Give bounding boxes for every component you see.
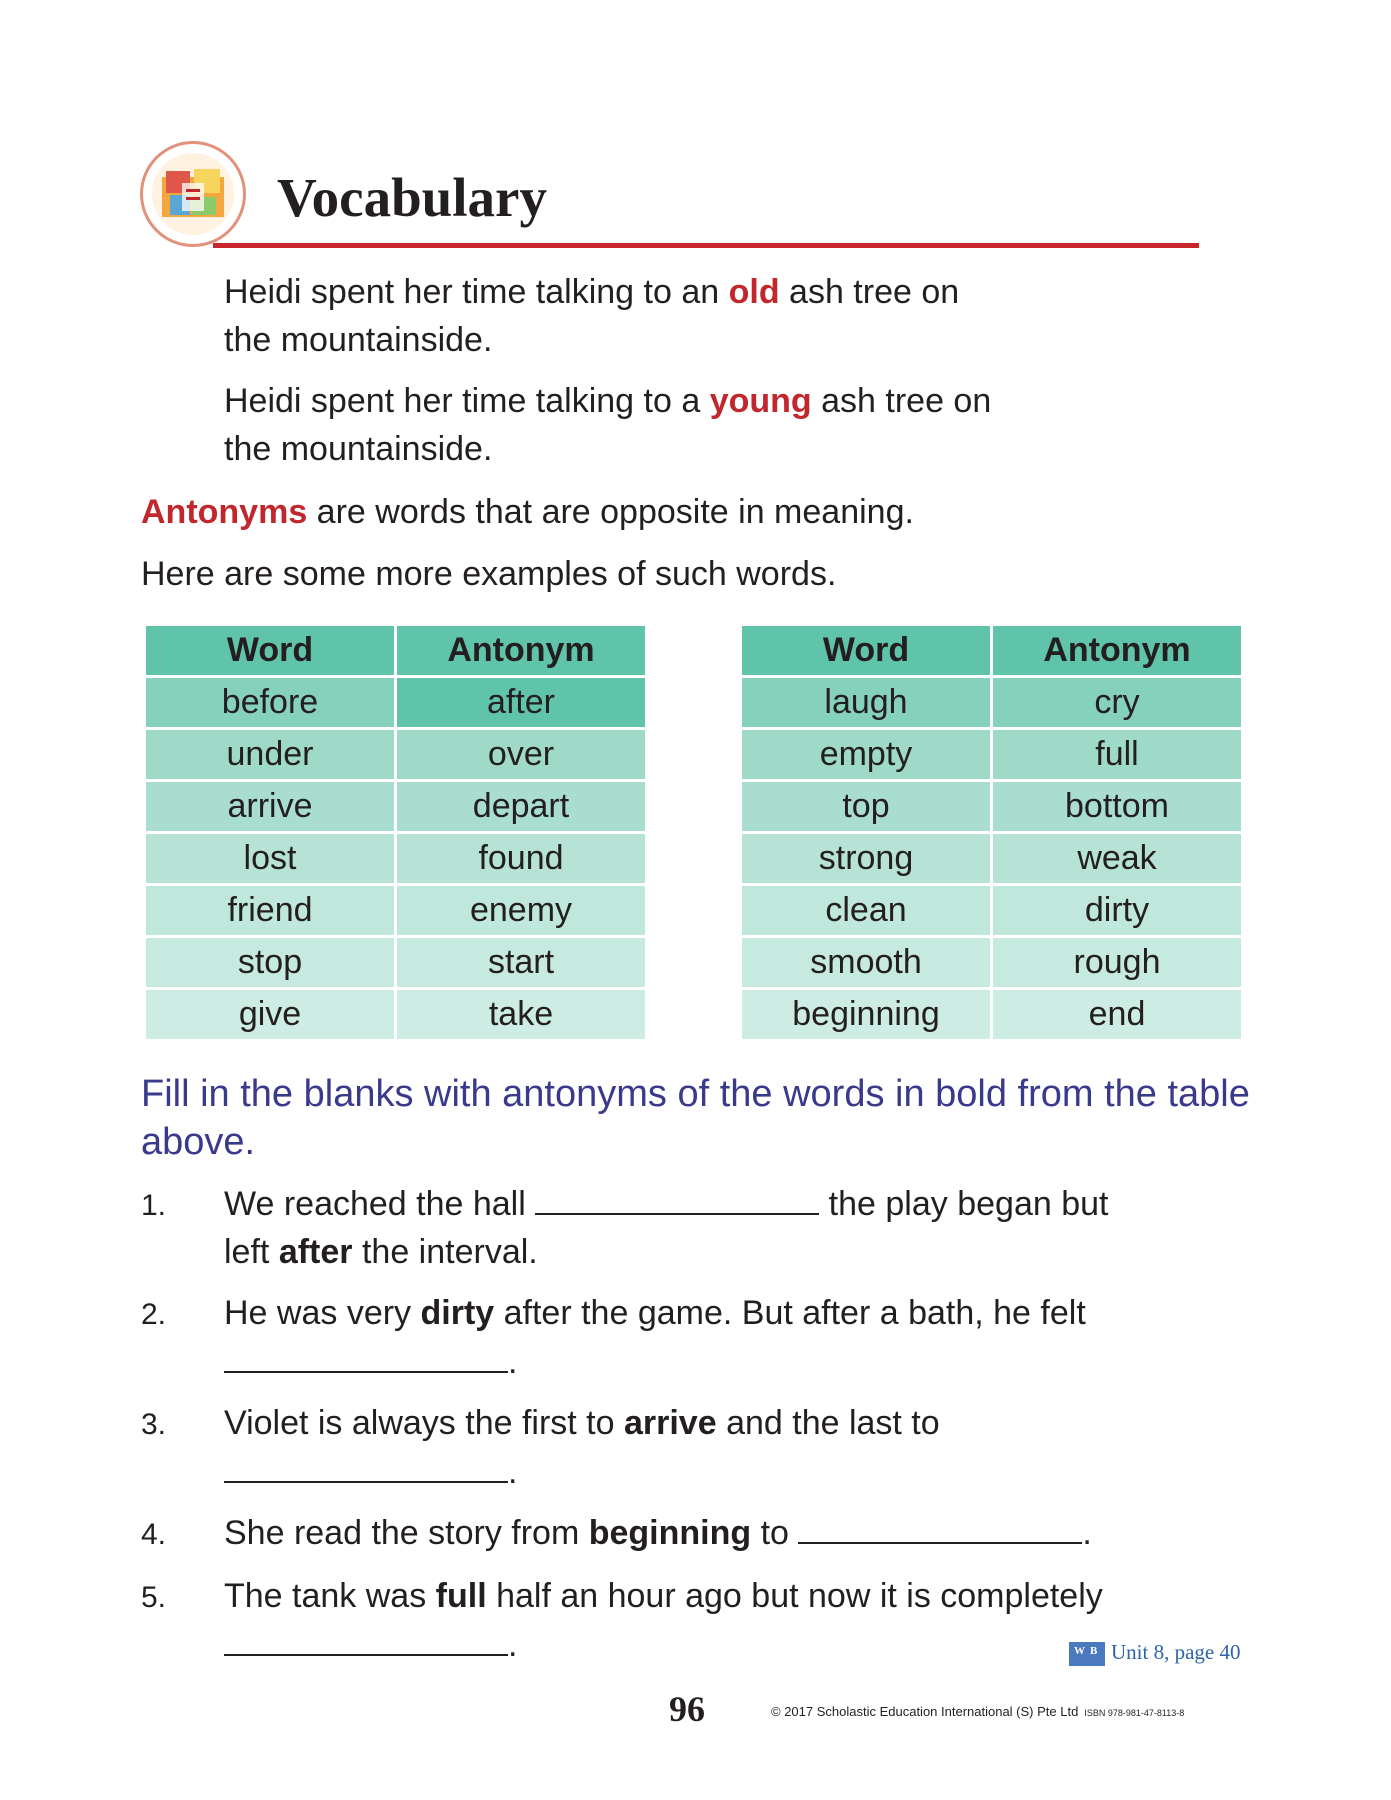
- answer-blank-3[interactable]: [224, 1451, 508, 1483]
- highlight-word-young: young: [709, 382, 812, 420]
- example-sentence-old: [224, 268, 959, 316]
- antonym-definition: [141, 488, 914, 536]
- table-row: [742, 938, 1241, 987]
- header-word: Word: [146, 626, 394, 675]
- question-text: .: [508, 1626, 518, 1664]
- page-number: 96: [669, 1689, 705, 1729]
- antonym-cell: over: [397, 730, 645, 779]
- word-cell: beginning: [742, 990, 990, 1039]
- word-cell: empty: [742, 730, 990, 779]
- antonym-cell: cry: [993, 678, 1241, 727]
- question-3-answer-line: [224, 1448, 517, 1496]
- question-number: 3.: [141, 1408, 167, 1441]
- bold-word: full: [435, 1577, 487, 1615]
- example-sentence-old-cont: the mountainside.: [224, 321, 493, 359]
- antonym-table-right: [739, 623, 1244, 1042]
- antonym-cell: rough: [993, 938, 1241, 987]
- answer-blank-1[interactable]: [535, 1183, 819, 1215]
- word-cell: stop: [146, 938, 394, 987]
- table-row: [742, 990, 1241, 1039]
- question-text: .: [508, 1453, 518, 1491]
- page-title: Vocabulary: [277, 167, 547, 228]
- workbook-icon: [1069, 1642, 1105, 1666]
- table-row: [742, 886, 1241, 935]
- question-1: [224, 1180, 1108, 1228]
- antonym-cell: after: [397, 678, 645, 727]
- vocabulary-badge: [140, 141, 246, 247]
- table-row: [146, 834, 645, 883]
- example-text: Heidi spent her time talking to an: [224, 273, 729, 311]
- question-3: [224, 1399, 940, 1447]
- question-text: half an hour ago but now it is completely: [486, 1577, 1103, 1615]
- table-row: [146, 678, 645, 727]
- question-text: the interval.: [352, 1233, 538, 1271]
- isbn-text: ISBN 978-981-47-8113-8: [1084, 1708, 1185, 1718]
- table-row: [146, 938, 645, 987]
- example-text: Heidi spent her time talking to a: [224, 382, 710, 420]
- bold-word: dirty: [420, 1294, 495, 1332]
- answer-blank-4[interactable]: [798, 1512, 1082, 1544]
- antonym-cell: full: [993, 730, 1241, 779]
- more-examples-text: Here are some more examples of such words.: [141, 555, 837, 593]
- word-cell: lost: [146, 834, 394, 883]
- antonym-cell: dirty: [993, 886, 1241, 935]
- question-text: .: [508, 1343, 518, 1381]
- table-row: [146, 990, 645, 1039]
- table-row: [742, 730, 1241, 779]
- header-word: Word: [742, 626, 990, 675]
- word-cell: friend: [146, 886, 394, 935]
- answer-blank-5[interactable]: [224, 1624, 508, 1656]
- question-text: the play began but: [819, 1185, 1109, 1223]
- example-text: ash tree on: [779, 273, 960, 311]
- question-2: [224, 1289, 1086, 1337]
- question-4: [224, 1509, 1092, 1557]
- header-antonym: Antonym: [993, 626, 1241, 675]
- question-5-answer-line: [224, 1621, 517, 1669]
- bold-word: arrive: [623, 1404, 717, 1442]
- question-5: [224, 1572, 1103, 1620]
- question-2-answer-line: [224, 1338, 517, 1386]
- table-row: [742, 782, 1241, 831]
- question-number: 1.: [141, 1189, 167, 1222]
- question-text: She read the story from: [224, 1514, 589, 1552]
- header-antonym: Antonym: [397, 626, 645, 675]
- bold-word: after: [278, 1233, 353, 1271]
- antonym-cell: enemy: [397, 886, 645, 935]
- question-number: 4.: [141, 1518, 167, 1551]
- question-text: Violet is always the first to: [224, 1404, 624, 1442]
- term-antonyms: Antonyms: [141, 493, 308, 531]
- bold-word: beginning: [588, 1514, 752, 1552]
- question-number: 5.: [141, 1581, 167, 1614]
- word-cell: under: [146, 730, 394, 779]
- word-cell: top: [742, 782, 990, 831]
- workbook-icon-letter: W: [1074, 1645, 1085, 1658]
- question-1-cont: [224, 1228, 538, 1276]
- antonym-cell: depart: [397, 782, 645, 831]
- table-row: [742, 834, 1241, 883]
- exercise-instruction: Fill in the blanks with antonyms of the words in bold from the table above.: [141, 1073, 1250, 1163]
- title-underline: [213, 243, 1199, 248]
- highlight-word-old: old: [728, 273, 780, 311]
- antonym-cell: weak: [993, 834, 1241, 883]
- question-text: We reached the hall: [224, 1185, 536, 1223]
- table-row: [146, 782, 645, 831]
- example-text: ash tree on: [811, 382, 992, 420]
- word-cell: laugh: [742, 678, 990, 727]
- workbook-icon-letter: B: [1090, 1645, 1098, 1658]
- question-text: and the last to: [716, 1404, 940, 1442]
- question-text: He was very: [224, 1294, 421, 1332]
- word-cell: before: [146, 678, 394, 727]
- word-cell: smooth: [742, 938, 990, 987]
- table-row: [146, 886, 645, 935]
- antonym-cell: end: [993, 990, 1241, 1039]
- example-sentence-young: [224, 377, 991, 425]
- question-text: .: [1082, 1514, 1092, 1552]
- answer-blank-2[interactable]: [224, 1341, 508, 1373]
- antonym-cell: found: [397, 834, 645, 883]
- word-cell: clean: [742, 886, 990, 935]
- table-row: [146, 730, 645, 779]
- workbook-reference: [1069, 1640, 1240, 1666]
- antonym-cell: take: [397, 990, 645, 1039]
- word-cell: strong: [742, 834, 990, 883]
- workbook-reference-text: Unit 8, page 40: [1111, 1640, 1241, 1664]
- table-row: [742, 678, 1241, 727]
- word-cell: arrive: [146, 782, 394, 831]
- antonym-cell: bottom: [993, 782, 1241, 831]
- question-number: 2.: [141, 1298, 167, 1331]
- question-text: The tank was: [224, 1577, 436, 1615]
- vocabulary-book-icon: [152, 153, 234, 235]
- example-sentence-young-cont: the mountainside.: [224, 430, 493, 468]
- antonym-cell: start: [397, 938, 645, 987]
- antonym-table-left: [143, 623, 648, 1042]
- question-text: to: [751, 1514, 799, 1552]
- copyright-notice: [771, 1704, 1184, 1719]
- question-text: after the game. But after a bath, he felt: [494, 1294, 1086, 1332]
- word-cell: give: [146, 990, 394, 1039]
- definition-text: are words that are opposite in meaning.: [307, 493, 914, 531]
- question-text: left: [224, 1233, 279, 1271]
- copyright-text: © 2017 Scholastic Education International (S) Pte Ltd: [771, 1704, 1079, 1719]
